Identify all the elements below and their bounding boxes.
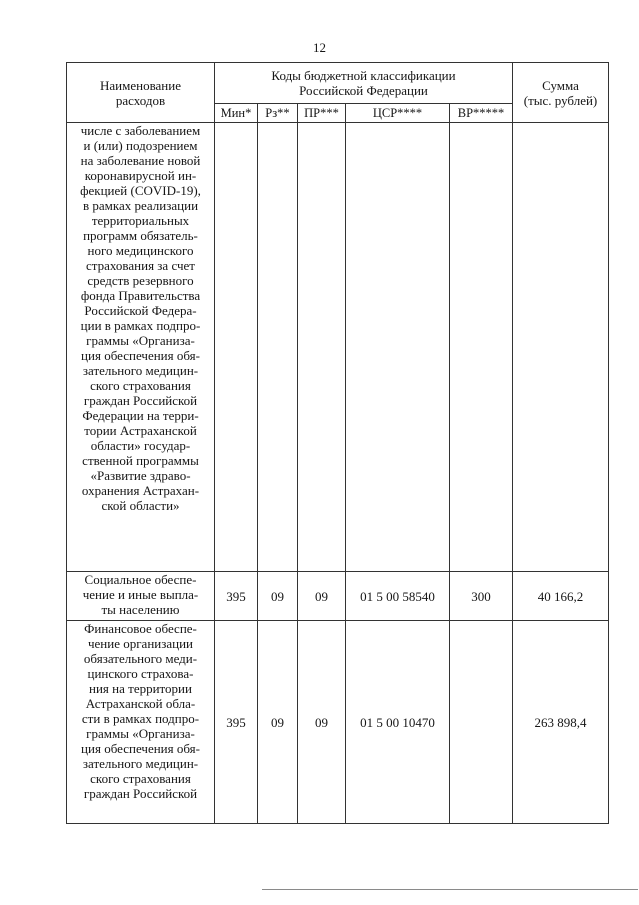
min-cell: 395 [215, 572, 258, 621]
csr-cell: 01 5 00 10470 [346, 621, 450, 824]
header-name-column [67, 63, 215, 123]
sum-cell [513, 123, 609, 572]
min-cell [215, 123, 258, 572]
header-col-pr: ПР*** [298, 104, 346, 123]
scan-edge-line [262, 889, 638, 890]
header-sum-column [513, 63, 609, 123]
table-row [67, 621, 609, 824]
expense-name: числе с заболеванием и (или) подозрением на заболевание новой коронавирусной ин- фекцией (COVID-19), в рамках реализации территориальных программ обязатель- ного медицинского страхования за счет средств резервного фонда Правительства Российской Федера- ции в рамках подпро- граммы «Организа- ция обеспечения обя- зательного медицин- ского страхования граждан Российской Федерации на терри- тории Астраханской области» государ- ственной программы «Развитие здраво- охранения Астрахан- ской области» [80, 123, 201, 513]
header-col-min: Мин* [215, 104, 258, 123]
header-codes-label: Коды бюджетной классификации Российской Федерации [271, 68, 456, 98]
sum-cell: 263 898,4 [513, 621, 609, 824]
vr-cell: 300 [450, 572, 513, 621]
vr-cell [450, 123, 513, 572]
header-col-vr: ВР***** [450, 104, 513, 123]
header-col-csr: ЦСР**** [346, 104, 450, 123]
page-number: 12 [313, 40, 326, 55]
rz-cell: 09 [258, 572, 298, 621]
header-name-label: Наименование расходов [100, 77, 181, 108]
table-row [67, 123, 609, 572]
expense-name-cell [67, 572, 215, 621]
pr-cell: 09 [298, 572, 346, 621]
csr-cell [346, 123, 450, 572]
rz-cell: 09 [258, 621, 298, 824]
expense-name: Финансовое обеспе- чение организации обязательного меди- цинского страхова- ния на территории Астраханской обла- сти в рамках подпро- граммы «Организа- ция обеспечения обя- зательного медицин- ского страхования граждан Российской [81, 621, 200, 801]
rz-cell [258, 123, 298, 572]
min-cell: 395 [215, 621, 258, 824]
pr-cell [298, 123, 346, 572]
table-row [67, 572, 609, 621]
sum-cell: 40 166,2 [513, 572, 609, 621]
expense-name: Социальное обеспе- чение и иные выпла- ты населению [82, 572, 199, 617]
expense-name-cell [67, 123, 215, 572]
header-sum-label: Сумма (тыс. рублей) [523, 77, 598, 108]
header-codes-group [215, 63, 513, 104]
csr-cell: 01 5 00 58540 [346, 572, 450, 621]
budget-table [66, 62, 609, 824]
header-col-rz: Рз** [258, 104, 298, 123]
vr-cell [450, 621, 513, 824]
expense-name-cell [67, 621, 215, 824]
pr-cell: 09 [298, 621, 346, 824]
